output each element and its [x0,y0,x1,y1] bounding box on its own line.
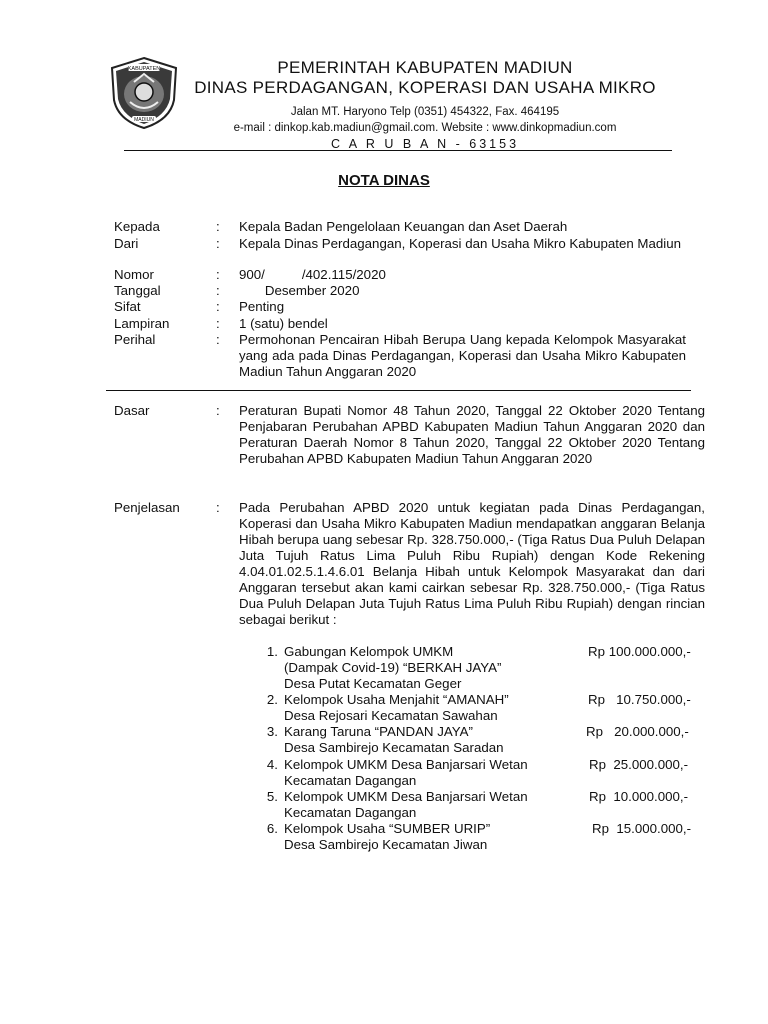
svg-text:KABUPATEN: KABUPATEN [127,66,161,72]
field-colon: : [216,219,220,234]
section-colon: : [216,500,220,515]
field-label: Kepada [114,219,160,234]
item-description [284,821,574,853]
field-label: Sifat [114,299,141,314]
section-label: Penjelasan [114,500,180,515]
item-amount: Rp 100.000.000,- [588,644,691,659]
item-description [284,757,574,789]
field-value: Permohonan Pencairan Hibah Berupa Uang kepada Kelompok Masyarakat yang ada pada Dinas Perdagangan, Koperasi dan Usaha Mikro Kabupaten Madiun Tahun Anggaran 2020 [239,332,686,379]
letterhead-government: PEMERINTAH KABUPATEN MADIUN [277,58,573,77]
item-amount: Rp 20.000.000,- [586,724,689,739]
item-line: Desa Sambirejo Kecamatan Saradan [284,740,504,755]
section-label: Dasar [114,403,150,418]
field-colon: : [216,332,220,347]
item-description [284,692,574,724]
field-colon: : [216,283,220,298]
letterhead-contact: e-mail : dinkop.kab.madiun@gmail.com. Website : www.dinkopmadiun.com [233,122,617,134]
field-value: Penting [239,299,285,314]
item-line: (Dampak Covid-19) “BERKAH JAYA” [284,660,502,675]
letterhead-divider [124,150,672,151]
item-number: 4. [266,757,278,772]
letterhead-agency: DINAS PERDAGANGAN, KOPERASI DAN USAHA MIKRO [194,78,656,97]
item-line: Kelompok UMKM Desa Banjarsari Wetan [284,757,528,772]
field-label: Perihal [114,332,156,347]
section-text: Pada Perubahan APBD 2020 untuk kegiatan pada Dinas Perdagangan, Koperasi dan Usaha Mikro Kabupaten Madiun mendapatkan anggaran Belanja Hibah berupa uang sebesar Rp. 328.750.000,- (Tiga Ratus Dua Puluh Delapan Juta Tujuh Ratus Lima Puluh Ribu Rupiah) dengan Kode Rekening 4.04.01.02.5.1.4.6.01 Belanja Hibah untuk Kelompok Masyarakat dan dari Anggaran tersebut akan kami cairkan sebesar Rp. 328.750.000,- (Tiga Ratus Dua Puluh Delapan Juta Tujuh Ratus Lima Puluh Ribu Rupiah) dengan rincian sebagai berikut : [239,500,705,627]
field-label: Nomor [114,267,154,282]
letterhead-address: Jalan MT. Haryono Telp (0351) 454322, Fax. 464195 [290,106,560,118]
item-line: Kecamatan Dagangan [284,773,417,788]
item-amount: Rp 15.000.000,- [592,821,692,836]
letterhead [190,58,660,153]
field-label: Tanggal [114,283,161,298]
field-value: Kepala Dinas Perdagangan, Koperasi dan Usaha Mikro Kabupaten Madiun [239,236,682,251]
field-colon: : [216,267,220,282]
field-colon: : [216,236,220,251]
section-colon: : [216,403,220,418]
item-number: 2. [266,692,278,707]
item-line: Desa Rejosari Kecamatan Sawahan [284,708,498,723]
item-line: Gabungan Kelompok UMKM [284,644,454,659]
field-value: 1 (satu) bendel [239,316,328,331]
svg-text:MADIUN: MADIUN [134,117,154,123]
item-line: Kelompok Usaha “SUMBER URIP” [284,821,491,836]
item-description [284,724,574,756]
item-number: 5. [266,789,278,804]
field-value: Kepala Badan Pengelolaan Keuangan dan Aset Daerah [239,219,568,234]
item-number: 3. [266,724,278,739]
section-divider [106,390,691,391]
item-line: Kecamatan Dagangan [284,805,417,820]
field-label: Dari [114,236,139,251]
item-number: 6. [266,821,278,836]
field-colon: : [216,299,220,314]
item-line: Desa Putat Kecamatan Geger [284,676,462,691]
item-amount: Rp 10.750.000,- [588,692,691,707]
item-amount: Rp 25.000.000,- [589,757,689,772]
section-text: Peraturan Bupati Nomor 48 Tahun 2020, Tanggal 22 Oktober 2020 Tentang Penjabaran Perubahan APBD Kabupaten Madiun Tahun Anggaran 2020 dan Peraturan Daerah Nomor 8 Tahun 2020, Tanggal 22 Oktober 2020 Tentang Perubahan APBD Kabupaten Madiun Tahun Anggaran 2020 [239,403,705,466]
item-line: Kelompok UMKM Desa Banjarsari Wetan [284,789,528,804]
item-description [284,789,574,821]
item-line: Desa Sambirejo Kecamatan Jiwan [284,837,488,852]
item-description [284,644,574,692]
letterhead-city: C A R U B A N - 63153 [330,137,520,151]
field-value: Desember 2020 [239,283,360,298]
document-title: NOTA DINAS [338,172,430,189]
field-value: 900/ /402.115/2020 [239,267,386,282]
item-line: Kelompok Usaha Menjahit “AMANAH” [284,692,509,707]
item-amount: Rp 10.000.000,- [589,789,689,804]
item-line: Karang Taruna “PANDAN JAYA” [284,724,473,739]
field-label: Lampiran [114,316,170,331]
field-colon: : [216,316,220,331]
kabupaten-madiun-logo [108,56,180,130]
item-number: 1. [266,644,278,659]
